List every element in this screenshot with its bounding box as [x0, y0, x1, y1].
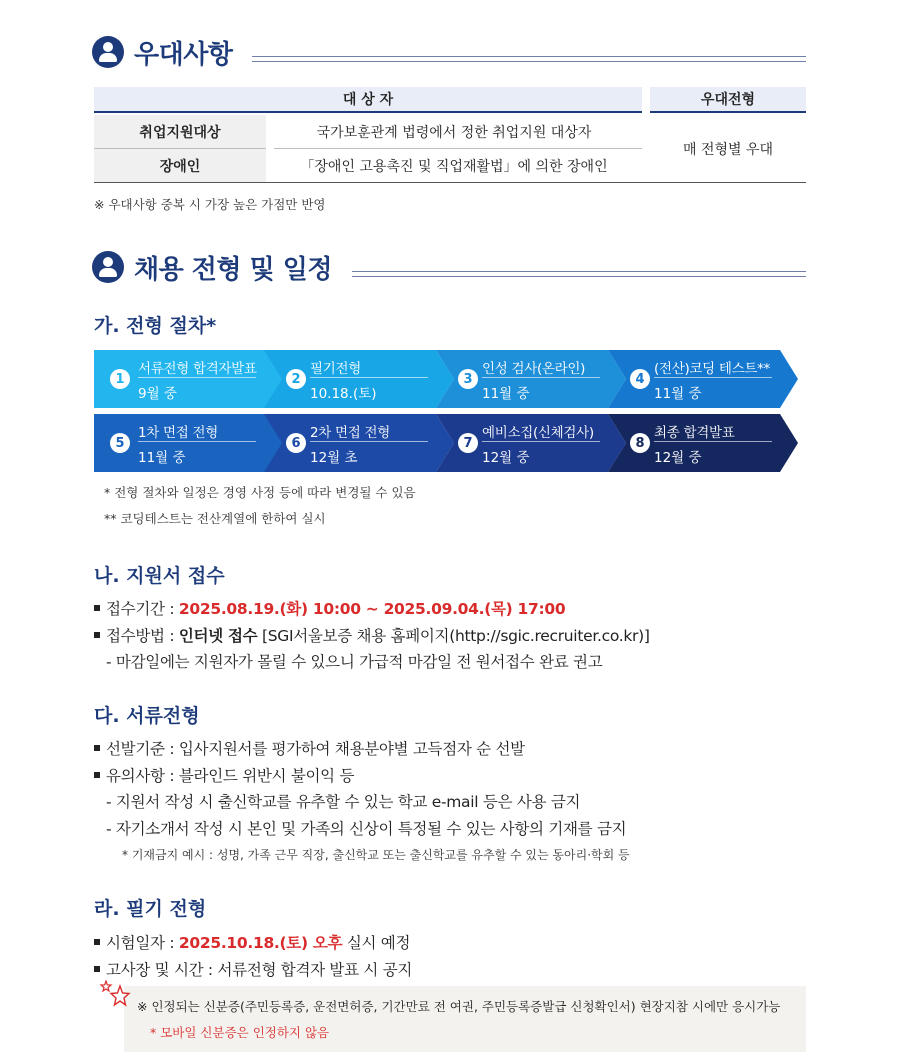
procedure-step: [436, 414, 620, 472]
step-number: 4: [630, 369, 650, 389]
id-notice: ※ 인정되는 신분증(주민등록증, 운전면허증, 기간만료 전 여권, 주민등록증발급 신청확인서) 현장지참 시에만 응시가능: [137, 999, 781, 1014]
table-header-target: 대 상 자: [94, 87, 642, 113]
procedure-note: * 전형 절차와 일정은 경영 사정 등에 따라 변경될 수 있음: [104, 485, 416, 500]
section-header-schedule: [92, 247, 332, 287]
section-title: 우대사항: [134, 39, 233, 70]
table-row-value: 국가보훈관계 법령에서 정한 취업지원 대상자: [316, 124, 592, 141]
step-divider: [138, 377, 256, 378]
step-divider: [138, 441, 256, 442]
mobile-id-notice: * 모바일 신분증은 인정하지 않음: [150, 1025, 330, 1040]
id-notice-box: [124, 986, 806, 1052]
procedure-step: [264, 350, 448, 408]
subsection-title-document: 다. 서류전형: [94, 705, 200, 727]
procedure-step: [94, 350, 278, 408]
procedure-note: ** 코딩테스트는 전산계열에 한하여 실시: [104, 511, 326, 526]
procedure-step: [608, 414, 792, 472]
table-row-label: 장애인: [94, 149, 266, 182]
written-venue: 고사장 및 시간 : 서류전형 합격자 발표 시 공지: [94, 958, 412, 980]
step-date: 11월 중: [138, 450, 186, 466]
step-number: 3: [458, 369, 478, 389]
step-divider: [310, 441, 428, 442]
step-title: (전산)코딩 테스트**: [654, 361, 771, 377]
preferential-note: ※ 우대사항 중복 시 가장 높은 가점만 반영: [94, 197, 326, 212]
step-date: 11월 중: [482, 386, 530, 402]
document-criteria: 선발기준 : 입사지원서를 평가하여 채용분야별 고득점자 순 선발: [94, 737, 525, 759]
document-caution: 유의사항 : 블라인드 위반시 불이익 등: [94, 764, 354, 786]
step-date: 11월 중: [654, 386, 702, 402]
step-title: 필기전형: [310, 361, 361, 377]
step-date: 10.18.(토): [310, 386, 377, 402]
procedure-step: [264, 414, 448, 472]
document-caution-item: - 자기소개서 작성 시 본인 및 가족의 신상이 특정될 수 있는 사항의 기재를 금지: [106, 820, 627, 838]
table-row-label: 취업지원대상: [94, 115, 266, 148]
step-title: 인성 검사(온라인): [482, 361, 586, 377]
table-row-value: 「장애인 고용촉진 및 직업재활법」에 의한 장애인: [300, 158, 608, 175]
section-divider: [352, 271, 806, 277]
subsection-title-application: 나. 지원서 접수: [94, 565, 225, 587]
written-date-value: 2025.10.18.(토) 오후: [178, 934, 343, 952]
application-method: 접수방법 : 인터넷 접수 [SGI서울보증 채용 홈페이지(http://sgic.recruiter.co.kr)]: [94, 624, 650, 646]
step-date: 9월 중: [138, 386, 177, 402]
application-period-value: 2025.08.19.(화) 10:00 ~ 2025.09.04.(목) 17:00: [178, 600, 566, 618]
step-divider: [654, 377, 772, 378]
application-method-note: - 마감일에는 지원자가 몰릴 수 있으니 가급적 마감일 전 원서접수 완료 권고: [106, 653, 603, 671]
step-title: 2차 면접 전형: [310, 425, 390, 441]
step-number: 6: [286, 433, 306, 453]
step-title: 1차 면접 전형: [138, 425, 218, 441]
step-title: 최종 합격발표: [654, 425, 735, 441]
star-icon: [98, 980, 132, 1012]
procedure-step: [608, 350, 792, 408]
step-divider: [310, 377, 428, 378]
step-date: 12월 중: [482, 450, 530, 466]
step-divider: [482, 377, 600, 378]
step-number: 2: [286, 369, 306, 389]
section-header-preferential: [92, 32, 232, 72]
procedure-step: [436, 350, 620, 408]
table-bottom-border: [94, 182, 806, 183]
step-number: 5: [110, 433, 130, 453]
subsection-title-procedure: 가. 전형 절차*: [94, 315, 217, 337]
step-divider: [482, 441, 600, 442]
procedure-step: [94, 414, 278, 472]
written-date: 시험일자 : 2025.10.18.(토) 오후 실시 예정: [94, 931, 410, 953]
section-title: 채용 전형 및 일정: [134, 254, 332, 285]
person-icon: [92, 251, 124, 283]
person-icon: [92, 36, 124, 68]
subsection-title-written: 라. 필기 전형: [94, 898, 207, 920]
step-title: 예비소집(신체검사): [482, 425, 594, 441]
document-caution-item: - 지원서 작성 시 출신학교를 유추할 수 있는 학교 e-mail 등은 사용 금지: [106, 793, 581, 811]
step-number: 8: [630, 433, 650, 453]
recruit-site-link[interactable]: [SGI서울보증 채용 홈페이지(http://sgic.recruiter.co.kr)]: [257, 627, 650, 645]
application-period: 접수기간 : 2025.08.19.(화) 10:00 ~ 2025.09.04.(목) 17:00: [94, 597, 565, 619]
document-caution-example: * 기재금지 예시 : 성명, 가족 근무 직장, 출신학교 또는 출신학교를 유추할 수 있는 동아리·학회 등: [122, 848, 630, 862]
step-date: 12월 초: [310, 450, 358, 466]
step-number: 1: [110, 369, 130, 389]
section-divider: [252, 56, 806, 62]
step-number: 7: [458, 433, 478, 453]
step-title: 서류전형 합격자발표: [138, 361, 257, 377]
table-header-type: 우대전형: [650, 87, 806, 113]
table-merged-value: 매 전형별 우대: [682, 141, 774, 158]
step-date: 12월 중: [654, 450, 702, 466]
step-divider: [654, 441, 772, 442]
